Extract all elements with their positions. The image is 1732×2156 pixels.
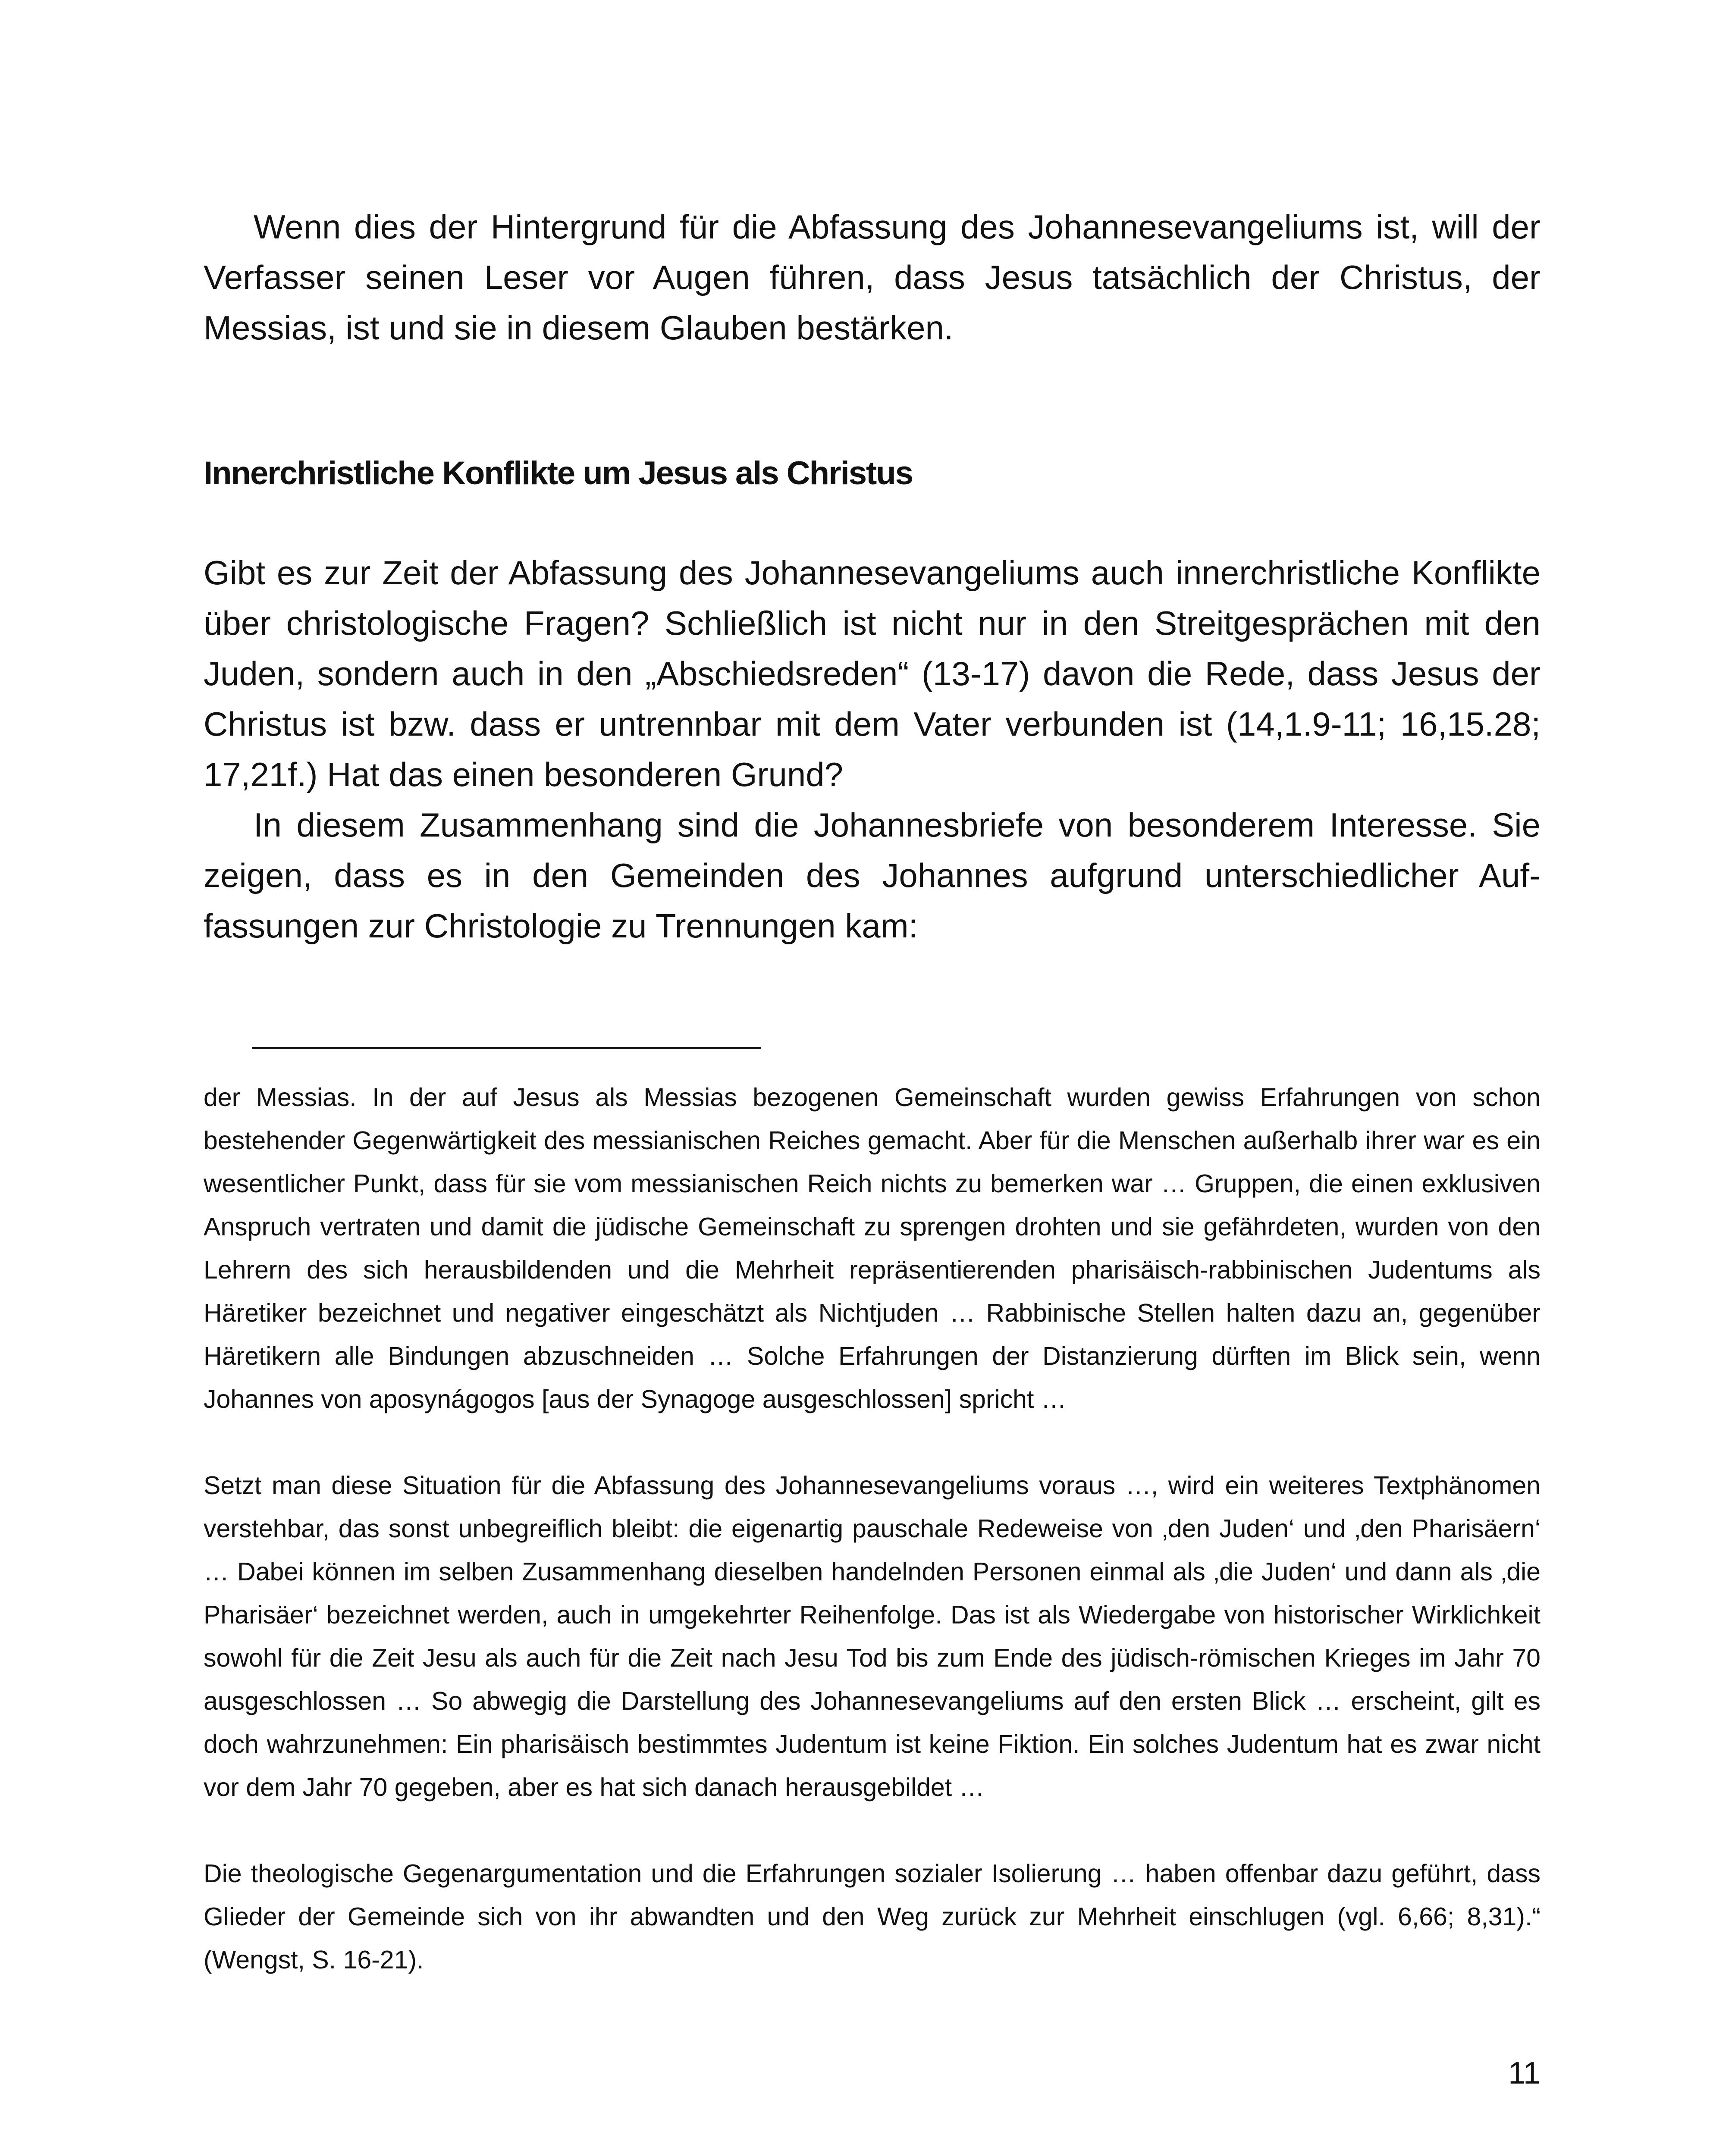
- paragraph-johannesbriefe: In diesem Zusammenhang sind die Johannesbriefe von besonderem Interesse. Sie zeigen, dass es in den Gemeinden des Johannes aufgrund unterschiedlicher Auffassungen zur Christologie zu Trennungen kam:: [204, 806, 1541, 945]
- section-heading: Innerchristliche Konflikte um Jesus als Christus: [204, 455, 913, 492]
- paragraph-question: Gibt es zur Zeit der Abfassung des Johannesevangeliums auch innerchristliche Konflikte über christologische Fragen? Schließlich ist nicht nur in den Streitgesprächen mit den Juden, sondern auch in den „Abschiedsreden“ (13-17) davon die Rede, dass Jesus der Christus ist bzw. dass er untrennbar mit dem Vater verbunden ist (14,1.9-11; 16,15.28; 17,21f.) Hat das einen besonderen Grund?: [204, 554, 1541, 793]
- footnote-separator: [252, 1047, 761, 1049]
- page-number: 11: [1508, 2056, 1541, 2090]
- footnote-block-2: Setzt man diese Situation für die Abfassung des Johannesevangeliums voraus …, wird ein weiteres Textphänomen verstehbar, das sonst unbegreiflich bleibt: die eigenartig pauschale Redeweise von ‚den Juden‘ und ‚den Pharisäern‘ … Dabei können im selben Zusammenhang dieselben handelnden Personen einmal als ‚die Juden‘ und dann als ‚die Pharisäer‘ bezeichnet werden, auch in umgekehrter Reihenfolge. Das ist als Wiedergabe von historischer Wirklichkeit sowohl für die Zeit Jesu als auch für die Zeit nach Jesu Tod bis zum Ende des jüdisch-römischen Krieges im Jahr 70 ausgeschlossen … So abwegig die Darstellung des Johannesevangeliums auf den ersten Blick … erscheint, gilt es doch wahrzunehmen: Ein pharisäisch bestimmtes Judentum ist keine Fiktion. Ein solches Judentum hat es zwar nicht vor dem Jahr 70 gegeben, aber es hat sich danach herausgebildet …: [204, 1471, 1541, 1802]
- footnote-block-1: der Messias. In der auf Jesus als Messias bezogenen Gemeinschaft wurden gewiss Erfahrungen von schon bestehender Gegenwärtigkeit des messianischen Reiches gemacht. Aber für die Menschen außerhalb ihrer war es ein wesentlicher Punkt, dass für sie vom messianischen Reich nichts zu bemerken war … Gruppen, die einen exklusiven Anspruch vertraten und damit die jüdische Gemeinschaft zu sprengen drohten und sie gefährdeten, wurden von den Lehrern des sich herausbildenden und die Mehrheit repräsentierenden pharisäisch-rabbinischen Judentums als Häretiker bezeichnet und negativer eingeschätzt als Nichtjuden … Rabbinische Stellen halten dazu an, gegenüber Häretikern alle Bindungen abzuschneiden … Solche Erfahrungen der Distanzierung dürften im Blick sein, wenn Johannes von aposynágogos [aus der Synagoge ausgeschlossen] spricht …: [204, 1083, 1541, 1413]
- paragraph-intro: Wenn dies der Hintergrund für die Abfassung des Johannesevangeliums ist, will der Verfasser seinen Leser vor Augen führen, dass Jesus tatsächlich der Christus, der Messias, ist und sie in diesem Glauben bestärken.: [204, 208, 1541, 347]
- footnote-block-3: Die theologische Gegenargumentation und die Erfahrungen sozialer Isolierung … haben offenbar dazu geführt, dass Glieder der Gemeinde sich von ihr abwandten und den Weg zurück zur Mehrheit einschlugen (vgl. 6,66; 8,31).“ (Wengst, S. 16-21).: [204, 1859, 1541, 1974]
